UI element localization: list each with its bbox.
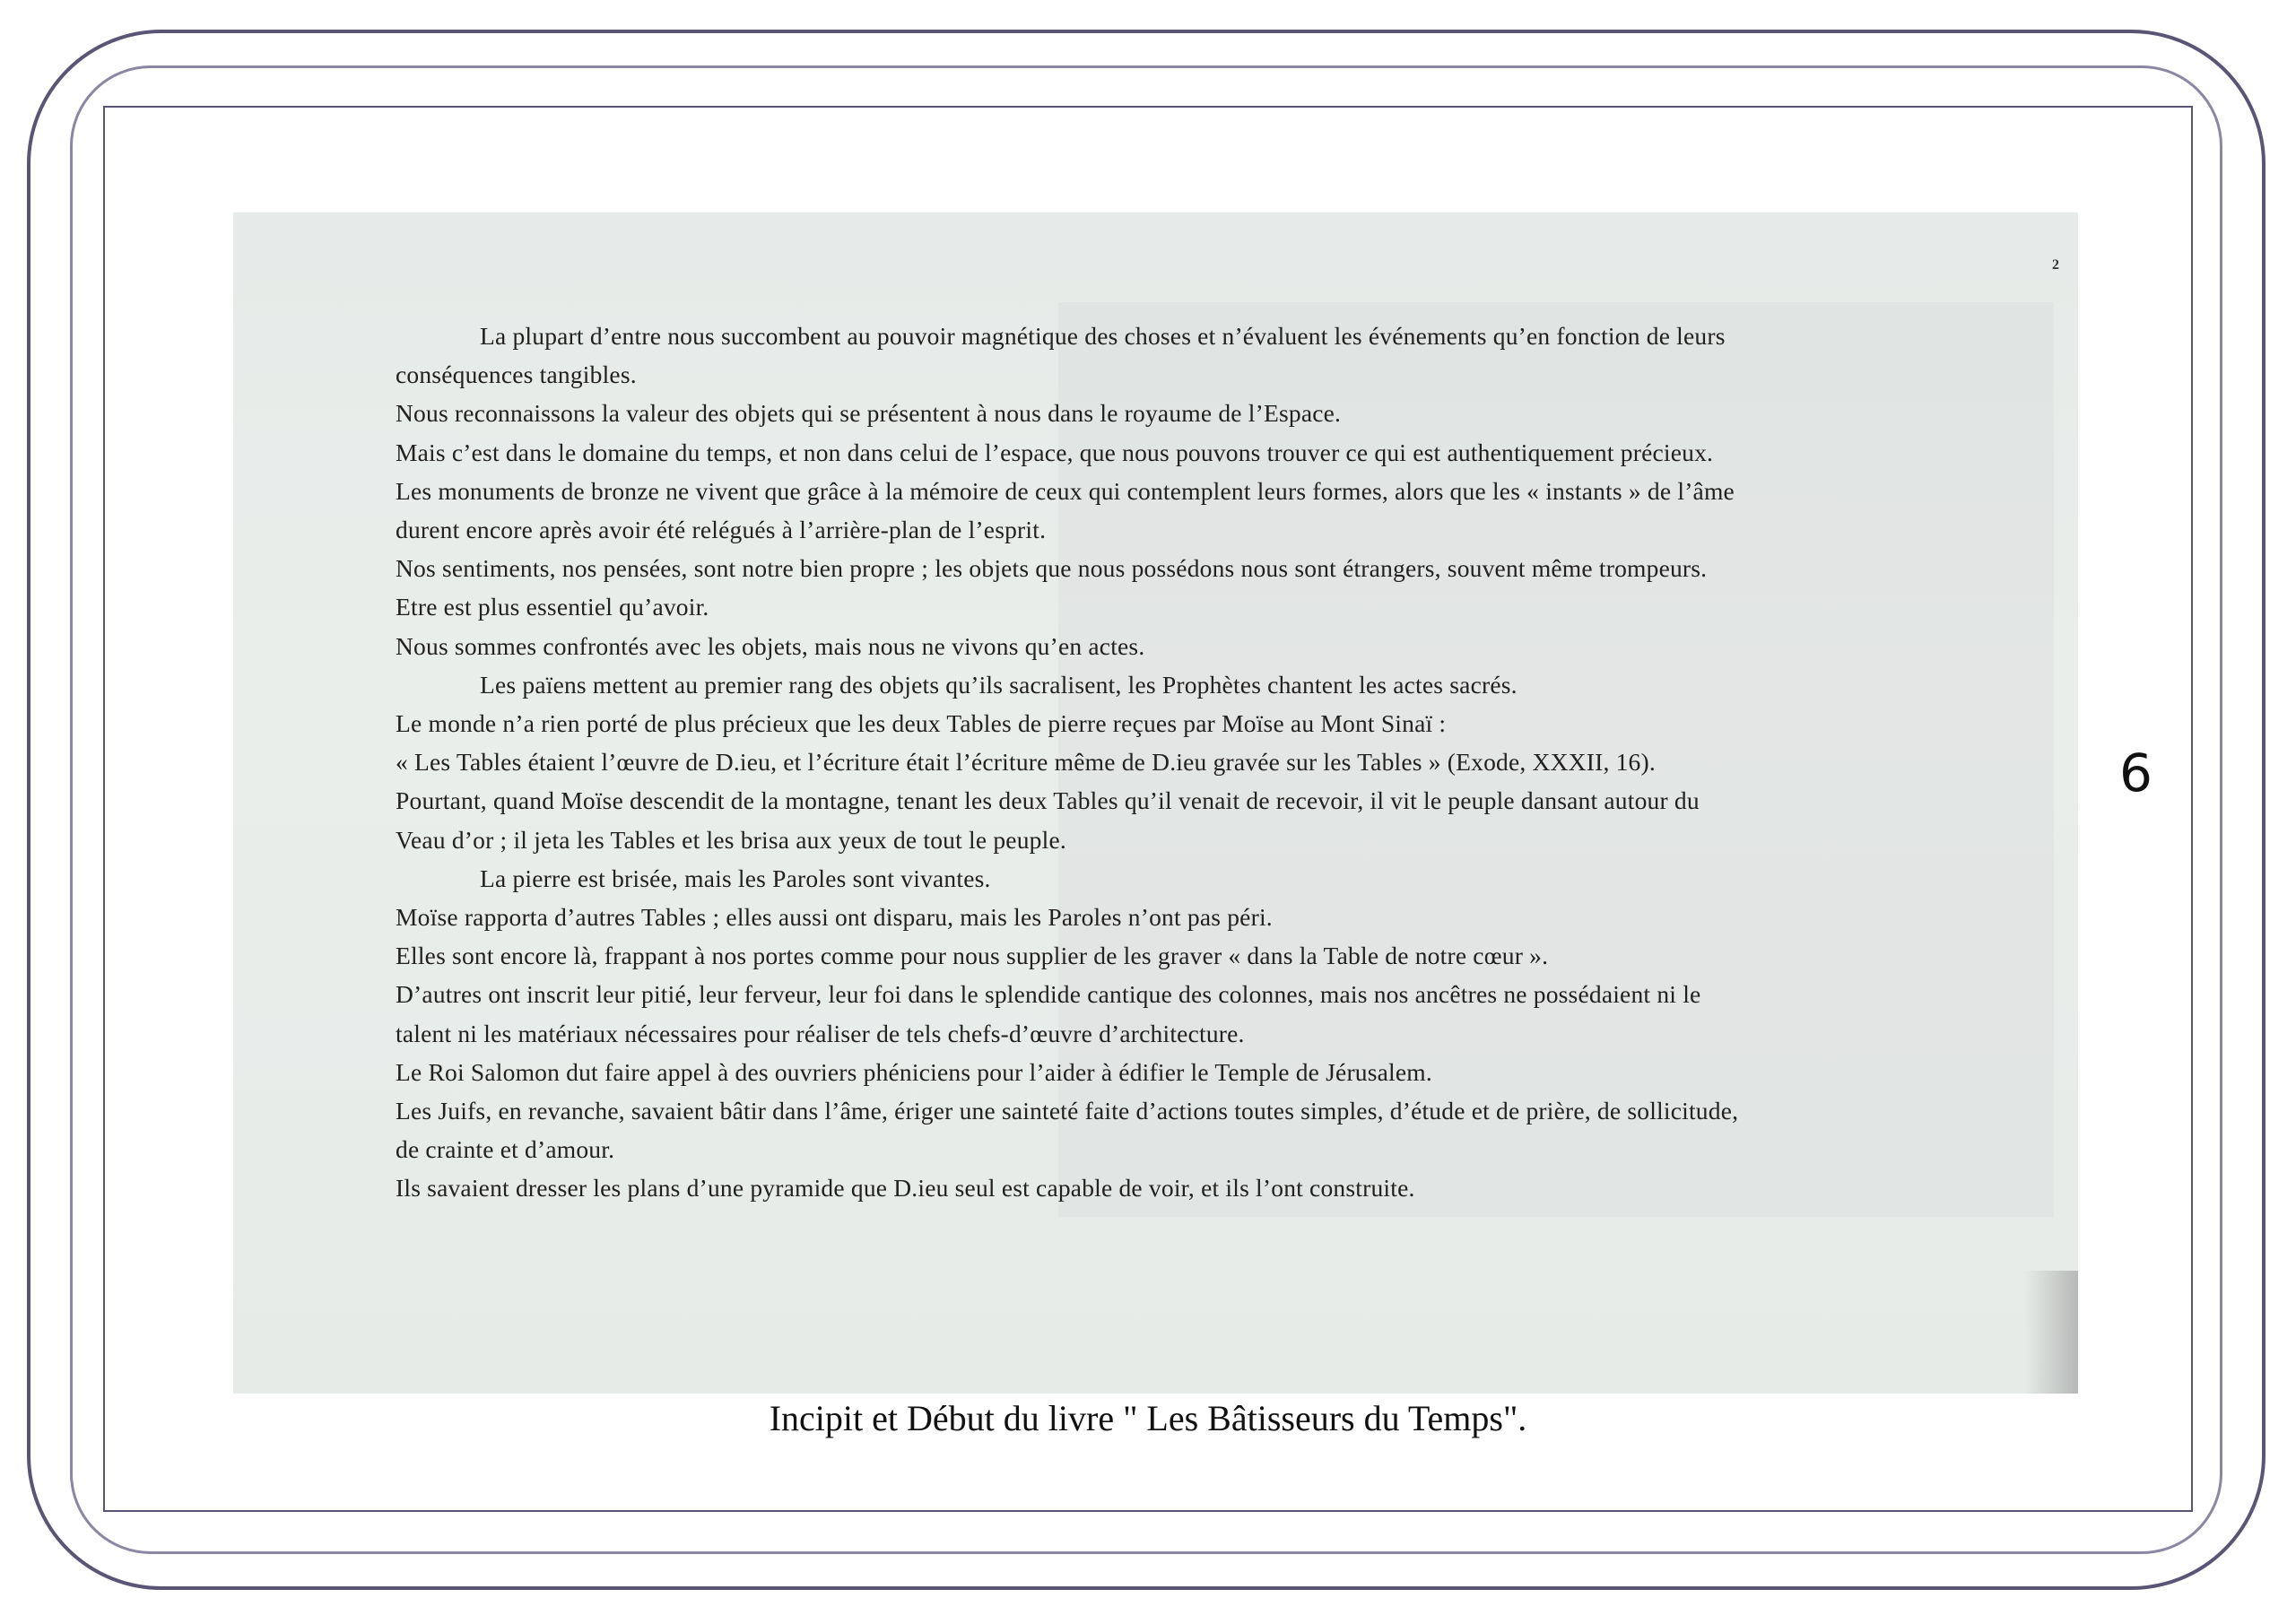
text-line: La plupart d’entre nous succombent au pouvoir magnétique des choses et n’évaluent les événements qu’en fonction de leurs bbox=[480, 322, 1726, 350]
text-line: Les Juifs, en revanche, savaient bâtir dans l’âme, ériger une sainteté faite d’actions toutes simples, d’étude et de prière, de sollicitude, bbox=[396, 1097, 1739, 1125]
text-line: Etre est plus essentiel qu’avoir. bbox=[396, 593, 709, 621]
text-line: Elles sont encore là, frappant à nos portes comme pour nous supplier de les graver « dans la Table de notre cœur ». bbox=[396, 942, 1549, 970]
slide-number: 6 bbox=[2119, 743, 2152, 803]
text-line: D’autres ont inscrit leur pitié, leur ferveur, leur foi dans le splendide cantique des colonnes, mais nos ancêtres ne possédaient ni le bbox=[396, 980, 1701, 1009]
text-line: Ils savaient dresser les plans d’une pyramide que D.ieu seul est capable de voir, et ils l’ont construite. bbox=[396, 1174, 1415, 1203]
text-line: Pourtant, quand Moïse descendit de la montagne, tenant les deux Tables qu’il venait de recevoir, il vit le peuple dansant autour du bbox=[396, 786, 1700, 815]
text-line: durent encore après avoir été relégués à l’arrière-plan de l’esprit. bbox=[396, 516, 1047, 544]
page-edge-shadow bbox=[2024, 1271, 2078, 1394]
text-line: Nous sommes confrontés avec les objets, mais nous ne vivons qu’en actes. bbox=[396, 631, 1145, 660]
text-line: Les monuments de bronze ne vivent que grâce à la mémoire de ceux qui contemplent leurs formes, alors que les « instants » de l’âme bbox=[396, 476, 1735, 505]
text-line: Le monde n’a rien porté de plus précieux que les deux Tables de pierre reçues par Moïse au Mont Sinaï : bbox=[396, 709, 1447, 738]
text-line: de crainte et d’amour. bbox=[396, 1135, 615, 1164]
scanned-page bbox=[233, 213, 2078, 1394]
text-line: Nos sentiments, nos pensées, sont notre bien propre ; les objets que nous possédons nous sont étrangers, souvent même trompeurs. bbox=[396, 554, 1708, 583]
caption: Incipit et Début du livre " Les Bâtisseurs du Temps". bbox=[769, 1398, 1527, 1438]
text-line: conséquences tangibles. bbox=[396, 360, 637, 389]
text-line: Nous reconnaissons la valeur des objets qui se présentent à nous dans le royaume de l’Espace. bbox=[396, 399, 1342, 428]
scan-page-number: 2 bbox=[2052, 257, 2059, 273]
text-line: « Les Tables étaient l’œuvre de D.ieu, et l’écriture était l’écriture même de D.ieu gravée sur les Tables » (Exode, XXXII, 16). bbox=[396, 748, 1656, 777]
text-line: Mais c’est dans le domaine du temps, et non dans celui de l’espace, que nous pouvons trouver ce qui est authentiquement précieux. bbox=[396, 438, 1714, 466]
text-line: Le Roi Salomon dut faire appel à des ouvriers phéniciens pour l’aider à édifier le Temple de Jérusalem. bbox=[396, 1057, 1432, 1086]
text-line: talent ni les matériaux nécessaires pour réaliser de tels chefs-d’œuvre d’architecture. bbox=[396, 1019, 1245, 1047]
text-line: La pierre est brisée, mais les Paroles sont vivantes. bbox=[480, 864, 991, 892]
text-line: Veau d’or ; il jeta les Tables et les brisa aux yeux de tout le peuple. bbox=[396, 825, 1066, 854]
document-text bbox=[396, 317, 2028, 1208]
text-line: Moïse rapporta d’autres Tables ; elles aussi ont disparu, mais les Paroles n’ont pas péri. bbox=[396, 903, 1273, 932]
text-line: Les païens mettent au premier rang des objets qu’ils sacralisent, les Prophètes chantent les actes sacrés. bbox=[480, 670, 1518, 699]
